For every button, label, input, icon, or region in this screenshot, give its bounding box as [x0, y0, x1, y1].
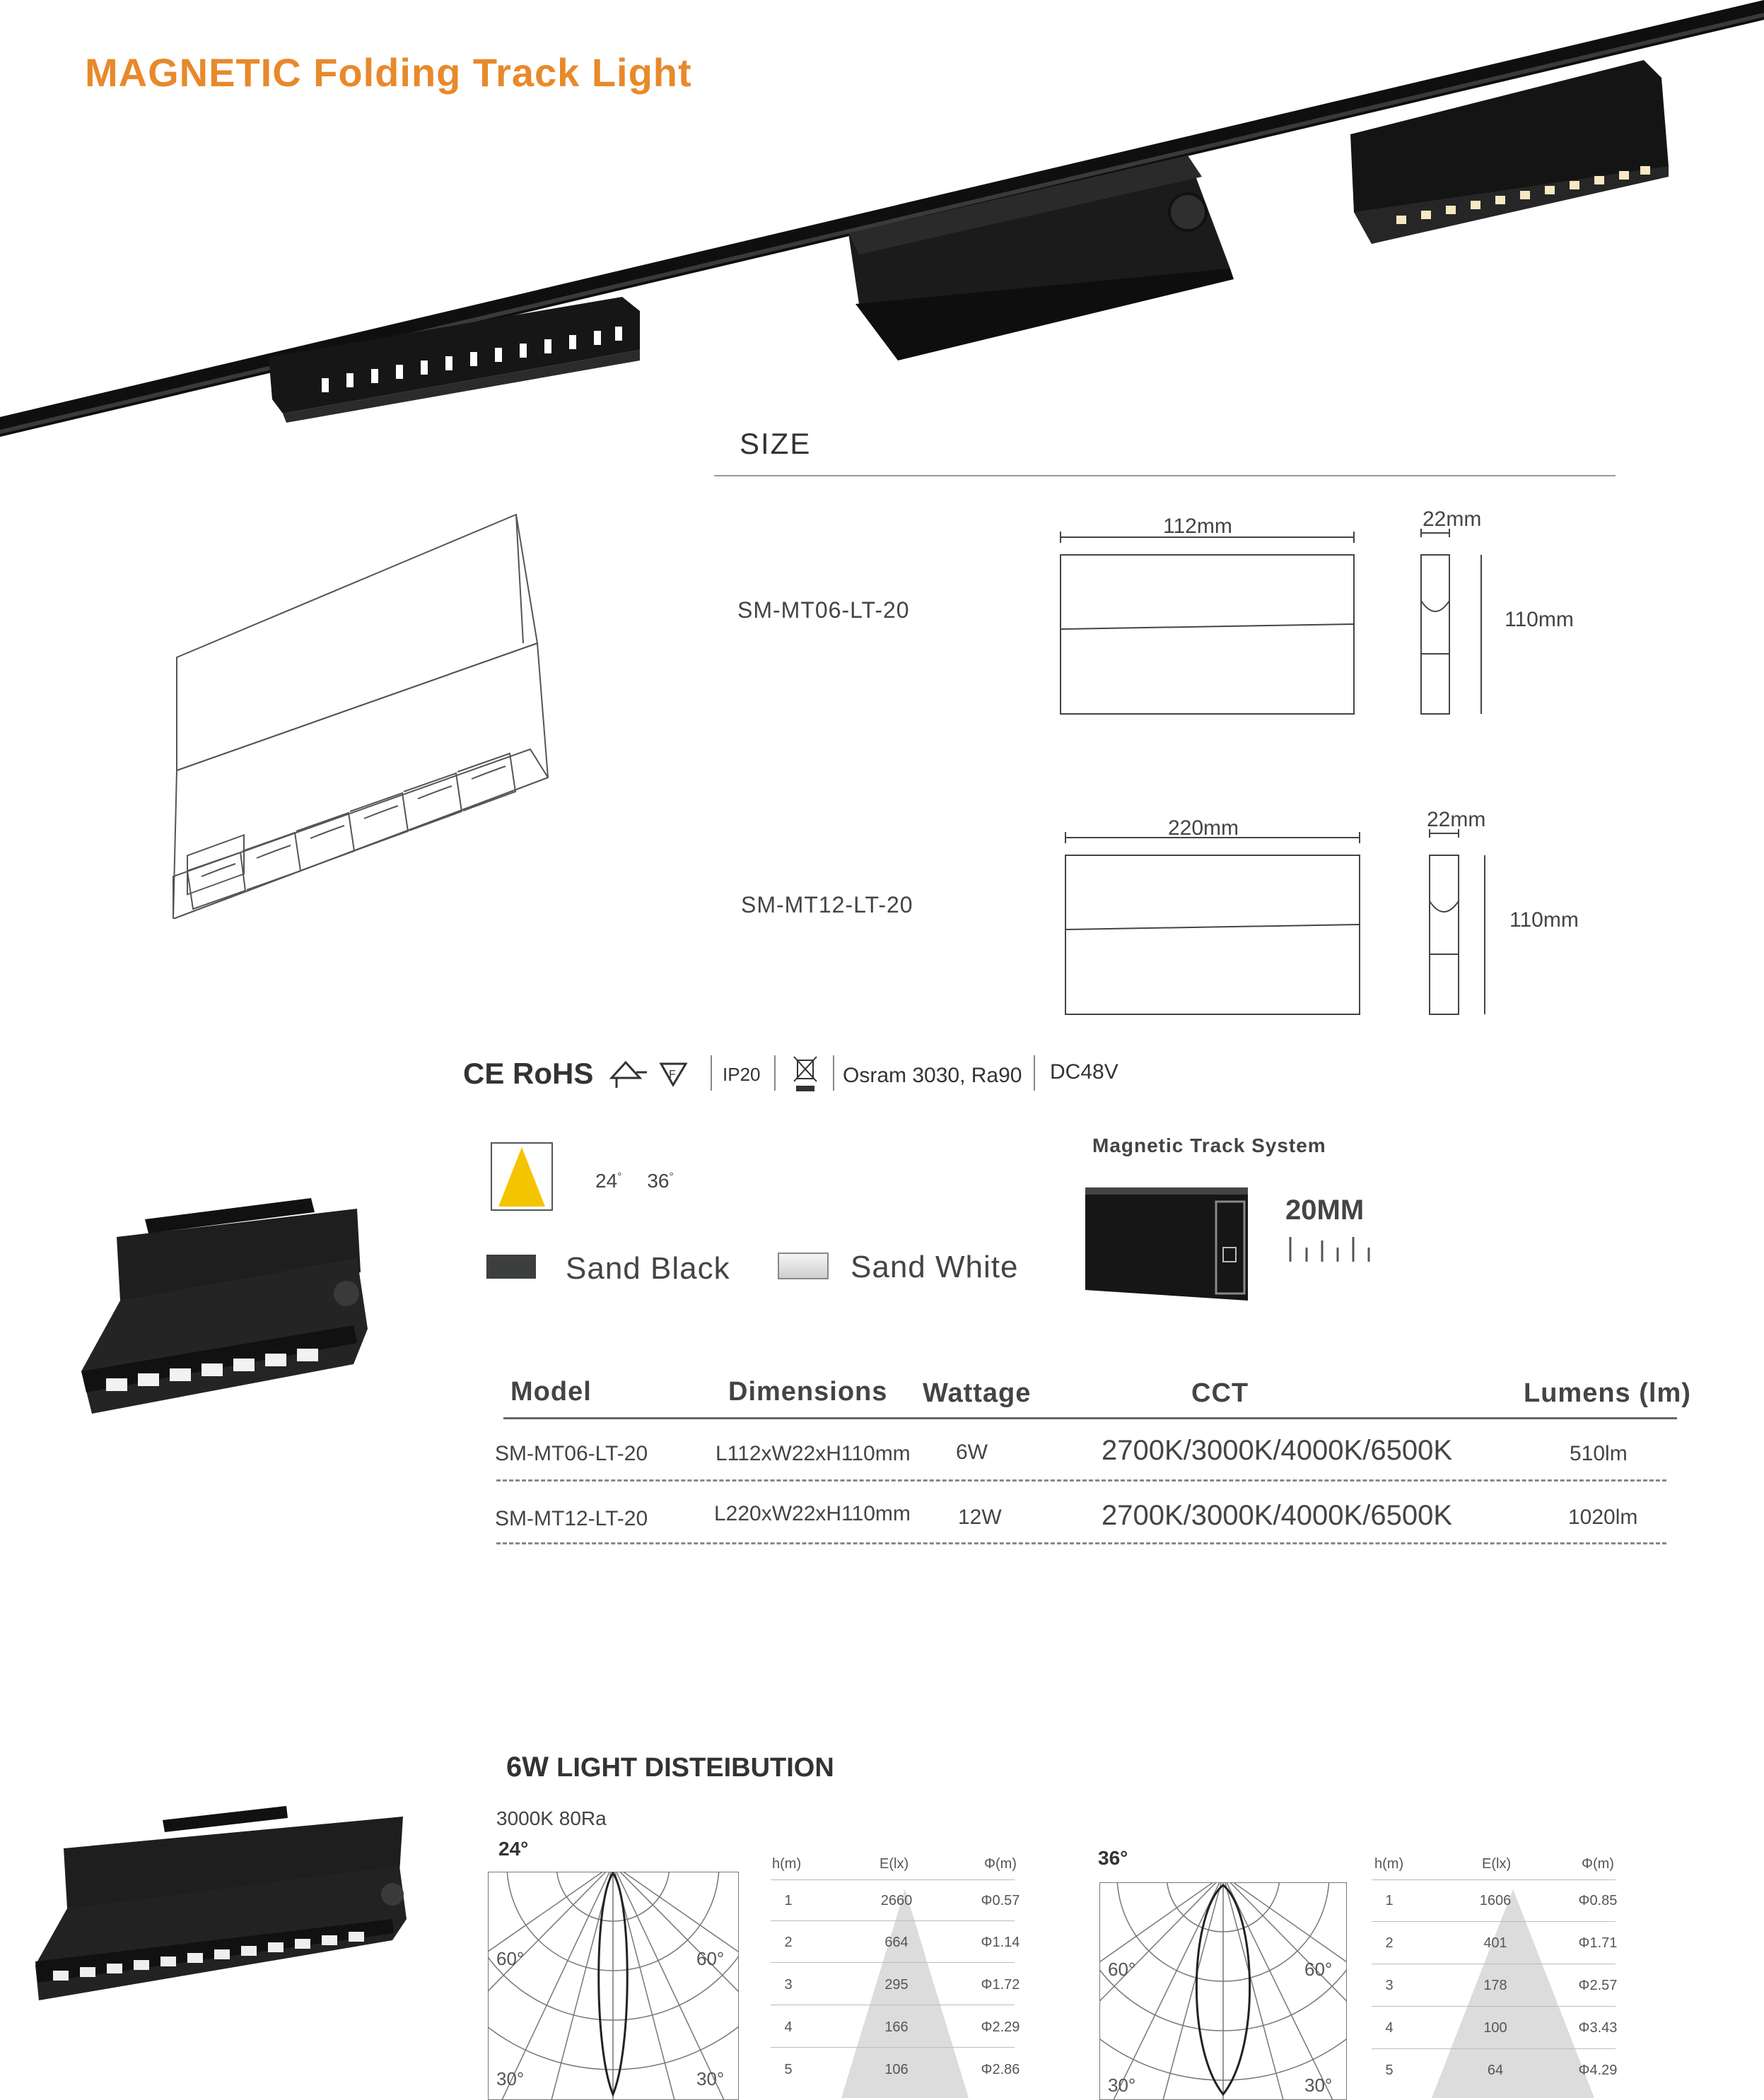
table1-phi-header: Φ(m)	[984, 1856, 1017, 1872]
beam-angle-icon	[490, 1142, 554, 1212]
t1-r5-phi: Φ2.86	[981, 2062, 1020, 2077]
row2-lumens: 1020lm	[1568, 1506, 1638, 1529]
col-cct: CCT	[1191, 1378, 1249, 1408]
t2-r4-h: 4	[1385, 2020, 1394, 2036]
distribution-heading: LIGHT DISTEIBUTION	[556, 1753, 834, 1783]
polar-label-30-left: 30°	[496, 2068, 525, 2089]
table2-line	[1372, 2048, 1616, 2049]
degree-mark: °	[669, 1171, 674, 1183]
table2-phi-header: Φ(m)	[1582, 1856, 1614, 1872]
t2-r5-phi: Φ4.29	[1578, 2063, 1618, 2078]
hero-track-image	[0, 0, 1764, 452]
t2-r5-h: 5	[1385, 2063, 1394, 2078]
row1-lumens: 510lm	[1570, 1442, 1628, 1465]
t2-r5-e: 64	[1487, 2063, 1504, 2078]
beam-angles	[595, 1170, 674, 1192]
t1-r4-phi: Φ2.29	[981, 2019, 1020, 2035]
col-model: Model	[510, 1377, 592, 1407]
polar-label-30-right: 30°	[696, 2068, 725, 2089]
t2-r2-e: 401	[1483, 1935, 1507, 1951]
t1-r5-h: 5	[784, 2062, 793, 2077]
rohs-mark: RoHS	[513, 1057, 594, 1090]
row1-cct: 2700K/3000K/4000K/6500K	[1102, 1435, 1452, 1466]
ip-rating: IP20	[723, 1064, 761, 1085]
distribution-title	[506, 1752, 834, 1783]
polar-label-30-right: 30°	[1304, 2075, 1333, 2096]
polar-label-60-right: 60°	[696, 1948, 725, 1969]
sand-black-swatch	[486, 1255, 536, 1279]
size-heading: SIZE	[740, 427, 812, 460]
polar-label-60-left: 60°	[1108, 1959, 1136, 1980]
size-model-2: SM-MT12-LT-20	[741, 892, 913, 917]
table1-h-header: h(m)	[772, 1856, 802, 1872]
t2-r4-phi: Φ3.43	[1578, 2020, 1618, 2036]
sand-black-label: Sand Black	[566, 1251, 730, 1286]
polar-label-30-left: 30°	[1108, 2075, 1136, 2096]
polar-chart-36	[1099, 1882, 1347, 2100]
house-icon	[608, 1057, 693, 1092]
row-divider	[496, 1479, 1666, 1482]
table1-line	[771, 1879, 1015, 1880]
cert-separator	[711, 1055, 712, 1091]
row1-wattage: 6W	[956, 1441, 988, 1464]
size-model-1-length: 112mm	[1163, 515, 1232, 538]
row2-model: SM-MT12-LT-20	[495, 1507, 648, 1530]
table2-line	[1372, 2006, 1616, 2007]
t1-r4-h: 4	[784, 2019, 793, 2035]
size-model-1-width: 22mm	[1423, 508, 1482, 531]
degree-mark: °	[617, 1171, 622, 1183]
beam-angle-36: 36	[647, 1170, 670, 1192]
table2-line	[1372, 1921, 1616, 1922]
t1-r4-e: 166	[884, 2019, 909, 2035]
led-source: Osram 3030, Ra90	[843, 1064, 1022, 1087]
product-photo-6w	[78, 1180, 375, 1421]
col-lumens: Lumens (lm)	[1524, 1378, 1691, 1408]
table2-line	[1372, 1879, 1616, 1880]
voltage: DC48V	[1050, 1060, 1118, 1084]
size-model-2-drawing	[1057, 823, 1509, 1021]
polar-label-60-right: 60°	[1304, 1959, 1333, 1980]
row2-dimensions: L220xW22xH110mm	[714, 1502, 911, 1525]
beam-angle-24: 24	[595, 1170, 618, 1192]
t1-r1-h: 1	[784, 1893, 793, 1908]
chart1-angle: 24°	[498, 1838, 529, 1860]
track-system-label: Magnetic Track System	[1092, 1134, 1326, 1156]
size-model-2-width: 22mm	[1427, 808, 1486, 831]
t2-r4-e: 100	[1483, 2020, 1507, 2036]
size-model-2-length: 220mm	[1168, 816, 1239, 840]
row1-model: SM-MT06-LT-20	[495, 1442, 648, 1465]
t1-r5-e: 106	[884, 2062, 909, 2077]
table1-line	[771, 2047, 1015, 2048]
row-divider	[496, 1542, 1666, 1544]
size-divider	[714, 475, 1616, 476]
table2-e-header: E(lx)	[1482, 1856, 1512, 1872]
sand-white-swatch	[778, 1253, 829, 1279]
cert-separator	[1034, 1055, 1035, 1091]
track-profile-image	[1082, 1180, 1258, 1308]
t1-r3-phi: Φ1.72	[981, 1977, 1020, 1993]
t1-r2-h: 2	[784, 1935, 793, 1950]
row2-wattage: 12W	[958, 1506, 1002, 1529]
col-dimensions: Dimensions	[728, 1377, 888, 1407]
table-header-line	[503, 1417, 1677, 1419]
t1-r3-h: 3	[784, 1977, 793, 1993]
cert-separator	[774, 1055, 776, 1091]
table1-line	[771, 1920, 1015, 1921]
t1-r2-e: 664	[884, 1935, 909, 1950]
size-model-1: SM-MT06-LT-20	[737, 597, 910, 623]
product-photo-12w	[32, 1781, 414, 2007]
sand-white-label: Sand White	[851, 1250, 1019, 1284]
size-model-1-height: 110mm	[1505, 608, 1574, 631]
ce-mark: CE	[463, 1057, 505, 1090]
row1-dimensions: L112xW22xH110mm	[715, 1442, 911, 1465]
distribution-watt: 6W	[506, 1752, 549, 1783]
svg-text:F: F	[669, 1069, 676, 1081]
table1-line	[771, 1962, 1015, 1963]
t1-r1-e: 2660	[880, 1893, 913, 1908]
size-model-1-drawing	[1053, 523, 1506, 721]
t2-r2-h: 2	[1385, 1935, 1394, 1951]
table1-e-header: E(lx)	[880, 1856, 909, 1872]
t2-r1-h: 1	[1385, 1893, 1394, 1908]
t2-r2-phi: Φ1.71	[1578, 1935, 1618, 1951]
weee-bin-icon	[792, 1053, 820, 1096]
chart2-angle: 36°	[1098, 1847, 1128, 1869]
polar-label-60-left: 60°	[496, 1948, 525, 1969]
t2-r3-phi: Φ2.57	[1578, 1978, 1618, 1993]
t2-r3-h: 3	[1385, 1978, 1394, 1993]
t1-r2-phi: Φ1.14	[981, 1935, 1020, 1950]
cert-separator	[833, 1055, 834, 1091]
t1-r3-e: 295	[884, 1977, 909, 1993]
track-size: 20MM	[1285, 1195, 1365, 1226]
row2-cct: 2700K/3000K/4000K/6500K	[1102, 1500, 1452, 1531]
t2-r1-e: 1606	[1479, 1893, 1512, 1908]
t1-r1-phi: Φ0.57	[981, 1893, 1020, 1908]
distribution-subtitle: 3000K 80Ra	[496, 1807, 607, 1829]
size-model-2-height: 110mm	[1509, 908, 1579, 932]
track-size-marks	[1287, 1233, 1379, 1269]
polar-chart-24	[488, 1872, 739, 2100]
t2-r3-e: 178	[1483, 1978, 1507, 1993]
t2-r1-phi: Φ0.85	[1578, 1893, 1618, 1908]
fixture-line-drawing	[159, 509, 619, 919]
table2-h-header: h(m)	[1374, 1856, 1404, 1872]
page-title: MAGNETIC Folding Track Light	[85, 50, 692, 95]
col-wattage: Wattage	[923, 1378, 1032, 1408]
